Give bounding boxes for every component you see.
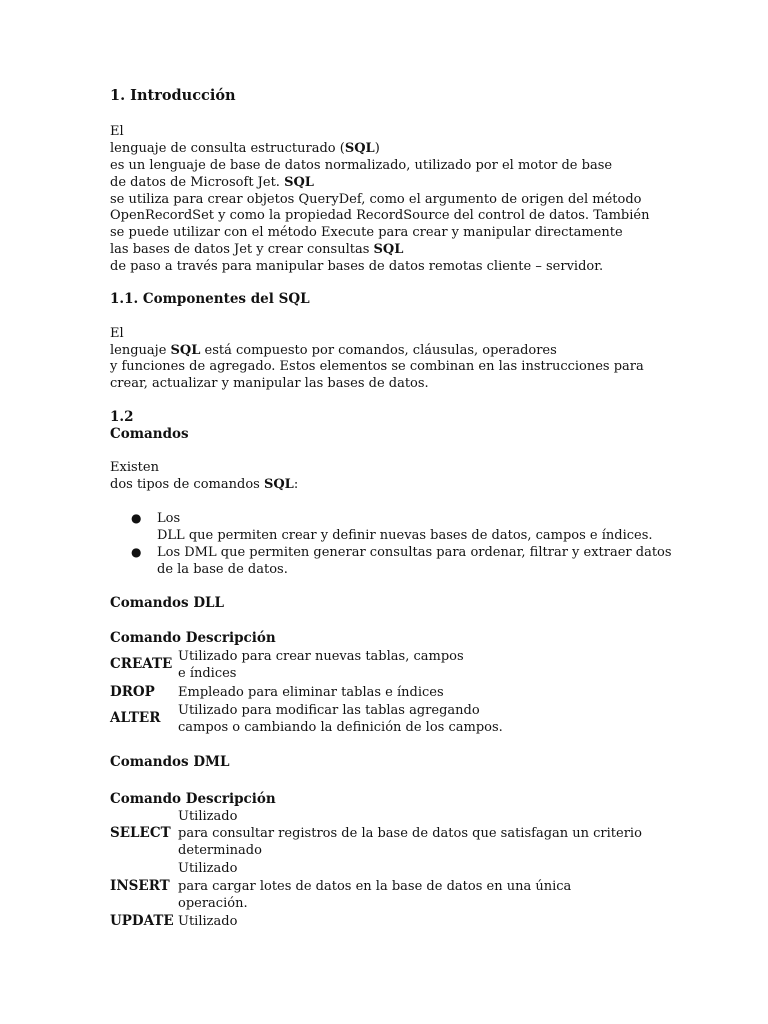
paragraph-line	[110, 342, 557, 359]
command-description-line: Utilizado para crear nuevas tablas, campos	[178, 649, 464, 664]
command-description-line: Utilizado	[178, 809, 238, 824]
command-name: SELECT	[110, 825, 171, 841]
paragraph-line	[110, 476, 298, 493]
text-run: lenguaje de consulta estructurado (	[110, 141, 345, 156]
paragraph-line: y funciones de agregado. Estos elementos se combinan en las instrucciones para	[110, 359, 644, 374]
command-name: ALTER	[110, 710, 161, 726]
text-run: lenguaje	[110, 343, 171, 358]
paragraph-line: OpenRecordSet y como la propiedad RecordSource del control de datos. También	[110, 208, 650, 223]
command-description-line: Utilizado	[178, 861, 238, 876]
sql-keyword: SQL	[170, 343, 201, 358]
sql-keyword: SQL	[373, 242, 404, 257]
command-description-line: para consultar registros de la base de datos que satisfagan un criterio	[178, 826, 642, 841]
command-description-line: Utilizado	[178, 914, 238, 929]
section-heading-comandos: Comandos	[110, 426, 189, 442]
paragraph-line	[110, 140, 380, 157]
table-header: Comando Descripción	[110, 791, 276, 807]
bullet-icon: ●	[131, 511, 142, 525]
section-number: 1.2	[110, 409, 134, 425]
paragraph-line: crear, actualizar y manipular las bases de datos.	[110, 376, 429, 391]
sql-keyword: SQL	[263, 477, 294, 492]
paragraph-line: es un lenguaje de base de datos normalizado, utilizado por el motor de base	[110, 158, 613, 173]
paragraph-line: El	[110, 326, 124, 341]
list-item-line: Los	[157, 511, 181, 526]
text-run: )	[374, 141, 380, 156]
bullet-icon: ●	[131, 545, 142, 559]
paragraph-line	[110, 174, 314, 191]
command-name: UPDATE	[110, 913, 174, 929]
sql-keyword: SQL	[344, 141, 375, 156]
text-run: está compuesto por comandos, cláusulas, operadores	[200, 343, 557, 358]
text-run: :	[293, 477, 299, 492]
command-description-line: determinado	[178, 843, 262, 858]
paragraph-line: se puede utilizar con el método Execute para crear y manipular directamente	[110, 225, 623, 240]
section-heading-introduccion: 1. Introducción	[110, 87, 236, 104]
list-item-line: Los DML que permiten generar consultas para ordenar, filtrar y extraer datos	[157, 545, 672, 560]
paragraph-line: Existen	[110, 460, 159, 475]
command-description-line: e índices	[178, 666, 237, 681]
paragraph-line: se utiliza para crear objetos QueryDef, como el argumento de origen del método	[110, 192, 642, 207]
text-run: de datos de Microsoft Jet.	[110, 175, 285, 190]
section-heading-componentes: 1.1. Componentes del SQL	[110, 291, 310, 307]
section-heading-comandos-dml: Comandos DML	[110, 754, 230, 770]
command-description-line: Empleado para eliminar tablas e índices	[178, 685, 444, 700]
command-description-line: operación.	[178, 896, 248, 911]
text-run: dos tipos de comandos	[110, 477, 264, 492]
list-item-line: DLL que permiten crear y definir nuevas bases de datos, campos e índices.	[157, 528, 653, 543]
table-header: Comando Descripción	[110, 630, 276, 646]
command-name: CREATE	[110, 656, 173, 672]
command-description-line: para cargar lotes de datos en la base de datos en una única	[178, 879, 572, 894]
sql-keyword: SQL	[284, 175, 314, 190]
paragraph-line: El	[110, 124, 124, 139]
list-item-line: de la base de datos.	[157, 562, 288, 577]
paragraph-line	[110, 241, 403, 258]
command-name: INSERT	[110, 878, 170, 894]
paragraph-line: de paso a través para manipular bases de datos remotas cliente – servidor.	[110, 259, 604, 274]
command-description-line: campos o cambiando la definición de los campos.	[178, 720, 503, 735]
text-run: las bases de datos Jet y crear consultas	[110, 242, 374, 257]
command-description-line: Utilizado para modificar las tablas agregando	[178, 703, 480, 718]
section-heading-comandos-dll: Comandos DLL	[110, 595, 225, 611]
command-name: DROP	[110, 684, 155, 700]
